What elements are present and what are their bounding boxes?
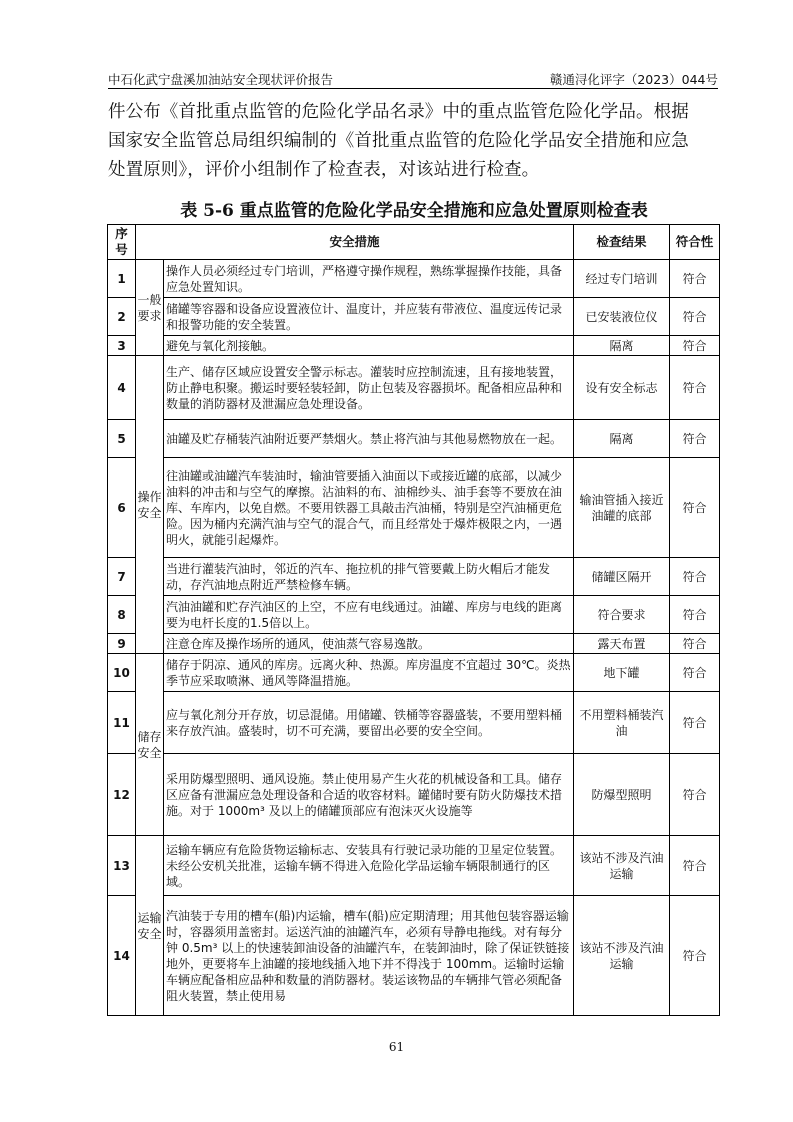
header-result: 检查结果 (574, 225, 670, 260)
row-compliance: 符合 (670, 836, 720, 896)
table-row (108, 634, 720, 654)
row-compliance: 符合 (670, 754, 720, 836)
row-no: 4 (108, 356, 136, 420)
table-row (108, 336, 720, 356)
row-measure: 采用防爆型照明、通风设施。禁止使用易产生火花的机械设备和工具。储存区应备有泄漏应急处理设备和合适的收容材料。罐储时要有防火防爆技术措施。对于 1000m³ 及以上的储罐顶部应有泡沫灭火设施等 (164, 754, 574, 836)
table-row (108, 654, 720, 692)
page-number: 61 (388, 1040, 405, 1054)
row-no: 1 (108, 260, 136, 298)
header-report-number: 赣通浔化评字（2023）044号 (549, 72, 718, 87)
row-measure: 注意仓库及操作场所的通风，使油蒸气容易逸散。 (164, 634, 574, 654)
row-no: 14 (108, 896, 136, 1016)
row-result: 不用塑料桶装汽油 (574, 692, 670, 754)
row-compliance: 符合 (670, 260, 720, 298)
row-result: 地下罐 (574, 654, 670, 692)
paragraph-line: 件公布《首批重点监管的危险化学品名录》中的重点监管危险化学品。根据 (108, 102, 689, 122)
row-compliance: 符合 (670, 336, 720, 356)
row-result: 该站不涉及汽油运输 (574, 896, 670, 1016)
row-compliance: 符合 (670, 596, 720, 634)
paragraph-line: 处置原则》，评价小组制作了检查表，对该站进行检查。 (108, 160, 540, 180)
row-result: 露天布置 (574, 634, 670, 654)
row-measure: 汽油油罐和贮存汽油区的上空，不应有电线通过。油罐、库房与电线的距离要为电杆长度的1.5倍以上。 (164, 596, 574, 634)
page-header (108, 66, 718, 89)
category-operation: 操作安全 (136, 356, 164, 654)
table-row (108, 420, 720, 458)
header-measure: 安全措施 (136, 225, 574, 260)
header-compliance: 符合性 (670, 225, 720, 260)
row-measure: 运输车辆应有危险货物运输标志、安装具有行驶记录功能的卫星定位装置。未经公安机关批准，运输车辆不得进入危险化学品运输车辆限制通行的区域。 (164, 836, 574, 896)
row-compliance: 符合 (670, 634, 720, 654)
table-caption: 表 5-6 重点监管的危险化学品安全措施和应急处置原则检查表 (180, 201, 648, 221)
category-general: 一般要求 (136, 260, 164, 356)
row-no: 13 (108, 836, 136, 896)
category-storage: 储存安全 (136, 654, 164, 836)
header-no: 序号 (108, 225, 136, 260)
row-result: 经过专门培训 (574, 260, 670, 298)
row-compliance: 符合 (670, 458, 720, 558)
row-measure: 汽油装于专用的槽车(船)内运输，槽车(船)应定期清理；用其他包装容器运输时，容器须用盖密封。运送汽油的油罐汽车，必须有导静电拖线。对有每分钟 0.5m³ 以上的快速装卸油设备的油罐汽车，在装卸油时，除了保证铁链接地外，更要将车上油罐的接地线插入地下并不得浅于 100mm。运输时运输车辆应配备相应品种和数量的消防器材。装运该物品的车辆排气管必须配备阻火装置，禁止使用易 (164, 896, 574, 1016)
row-compliance: 符合 (670, 298, 720, 336)
row-compliance: 符合 (670, 654, 720, 692)
row-measure: 储罐等容器和设备应设置液位计、温度计，并应装有带液位、温度远传记录和报警功能的安全装置。 (164, 298, 574, 336)
row-measure: 操作人员必须经过专门培训，严格遵守操作规程，熟练掌握操作技能，具备应急处置知识。 (164, 260, 574, 298)
table-row (108, 836, 720, 896)
table-row (108, 596, 720, 634)
row-measure: 避免与氧化剂接触。 (164, 336, 574, 356)
row-compliance: 符合 (670, 420, 720, 458)
row-result: 已安装液位仪 (574, 298, 670, 336)
table-row (108, 298, 720, 336)
table-row (108, 356, 720, 420)
row-no: 8 (108, 596, 136, 634)
row-no: 6 (108, 458, 136, 558)
row-result: 隔离 (574, 336, 670, 356)
row-compliance: 符合 (670, 896, 720, 1016)
category-transport: 运输安全 (136, 836, 164, 1016)
row-measure: 油罐及贮存桶装汽油附近要严禁烟火。禁止将汽油与其他易燃物放在一起。 (164, 420, 574, 458)
row-compliance: 符合 (670, 692, 720, 754)
row-measure: 当进行灌装汽油时，邻近的汽车、拖拉机的排气管要戴上防火帽后才能发动，存汽油地点附近严禁检修车辆。 (164, 558, 574, 596)
intro-paragraph (108, 98, 720, 185)
table-header-row (108, 225, 720, 260)
row-no: 7 (108, 558, 136, 596)
row-result: 该站不涉及汽油运输 (574, 836, 670, 896)
row-no: 5 (108, 420, 136, 458)
row-result: 设有安全标志 (574, 356, 670, 420)
checklist-table (107, 224, 720, 1016)
table-row (108, 692, 720, 754)
row-no: 3 (108, 336, 136, 356)
row-no: 2 (108, 298, 136, 336)
table-row (108, 754, 720, 836)
table-row (108, 896, 720, 1016)
row-result: 隔离 (574, 420, 670, 458)
row-result: 防爆型照明 (574, 754, 670, 836)
row-result: 输油管插入接近油罐的底部 (574, 458, 670, 558)
row-measure: 储存于阴凉、通风的库房。远离火种、热源。库房温度不宜超过 30℃。炎热季节应采取喷淋、通风等降温措施。 (164, 654, 574, 692)
paragraph-line: 国家安全监管总局组织编制的《首批重点监管的危险化学品安全措施和应急 (108, 131, 689, 151)
row-no: 11 (108, 692, 136, 754)
row-result: 符合要求 (574, 596, 670, 634)
table-row (108, 260, 720, 298)
row-no: 10 (108, 654, 136, 692)
row-measure: 往油罐或油罐汽车装油时，输油管要插入油面以下或接近罐的底部，以减少油料的冲击和与空气的摩擦。沾油料的布、油棉纱头、油手套等不要放在油库、车库内，以免自燃。不要用铁器工具敲击汽油桶，特别是空汽油桶更危险。因为桶内充满汽油与空气的混合气，而且经常处于爆炸极限之内，一遇明火，就能引起爆炸。 (164, 458, 574, 558)
row-compliance: 符合 (670, 558, 720, 596)
row-no: 9 (108, 634, 136, 654)
row-compliance: 符合 (670, 356, 720, 420)
row-measure: 生产、储存区域应设置安全警示标志。灌装时应控制流速，且有接地装置，防止静电积聚。搬运时要轻装轻卸，防止包装及容器损坏。配备相应品种和数量的消防器材及泄漏应急处理设备。 (164, 356, 574, 420)
header-report-title: 中石化武宁盘溪加油站安全现状评价报告 (108, 72, 334, 87)
row-measure: 应与氧化剂分开存放，切忌混储。用储罐、铁桶等容器盛装，不要用塑料桶来存放汽油。盛装时，切不可充满，要留出必要的安全空间。 (164, 692, 574, 754)
row-no: 12 (108, 754, 136, 836)
row-result: 储罐区隔开 (574, 558, 670, 596)
table-row (108, 558, 720, 596)
table-row (108, 458, 720, 558)
